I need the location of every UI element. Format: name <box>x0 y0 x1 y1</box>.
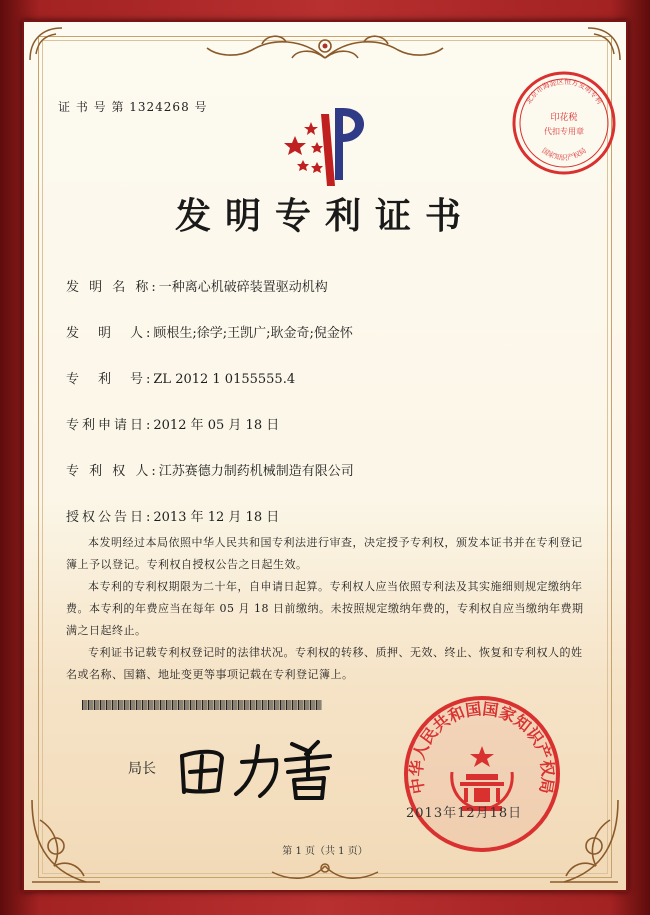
certificate-number: 证 书 号 第 1324268 号 <box>58 100 208 114</box>
field-label: 发 明 人: <box>66 326 154 341</box>
svg-text:印花税: 印花税 <box>550 113 578 123</box>
field-value: 2012 年 05 月 18 日 <box>153 418 280 433</box>
svg-text:中华人民共和国国家知识产权局: 中华人民共和国国家知识产权局 <box>406 699 558 796</box>
corner-ornament-bottom-left <box>26 790 106 888</box>
field-patent-number <box>66 368 295 387</box>
page-number: 第 1 页（共 1 页） <box>282 846 368 857</box>
field-inventors <box>66 322 353 341</box>
field-grant-date <box>66 506 279 525</box>
body-paragraph: 专利证书记载专利权登记时的法律状况。专利权的转移、质押、无效、终止、恢复和专利权人的姓名或名称、国籍、地址变更等事项记载在专利登记簿上。 <box>66 646 583 681</box>
bottom-ornament <box>262 860 388 886</box>
corner-ornament-top-left <box>26 24 66 64</box>
director-label: 局长 <box>128 761 156 777</box>
field-label: 专 利 权 人: <box>66 464 159 479</box>
field-value: 顾根生;徐学;王凯广;耿金奇;倪金怀 <box>153 326 353 341</box>
field-invention-name <box>66 276 328 295</box>
body-paragraph: 本发明经过本局依照中华人民共和国专利法进行审查，决定授予专利权，颁发本证书并在专利登记簿上予以登记。专利权自授权公告之日起生效。 <box>66 536 583 571</box>
top-ornament <box>202 28 448 68</box>
tax-seal-small <box>509 68 619 178</box>
field-value: 一种离心机破碎装置驱动机构 <box>158 280 328 295</box>
body-paragraph: 本专利的专利权期限为二十年，自申请日起算。专利权人应当依照专利法及其实施细则规定缴纳年费。本专利的年费应当在每年 05 月 18 日前缴纳。未按照规定缴纳年费的，专利权自应当缴纳年费期满之日起终止。 <box>66 580 584 637</box>
field-application-date <box>66 414 279 433</box>
svg-text:北京市海淀区恒方发明专利: 北京市海淀区恒方发明专利 <box>524 77 604 106</box>
field-label: 专利申请日: <box>66 418 154 433</box>
field-label: 专 利 号: <box>66 372 154 387</box>
director-signature <box>170 732 340 802</box>
barcode-icon <box>82 700 322 710</box>
seal-date: 2013年12月18日 <box>406 806 523 821</box>
certificate-body <box>66 532 586 686</box>
field-label: 授权公告日: <box>66 510 154 525</box>
corner-ornament-top-right <box>584 24 624 64</box>
certificate-title: 发明专利证书 <box>174 195 475 237</box>
field-patentee <box>66 460 354 479</box>
patent-office-seal <box>402 694 562 854</box>
svg-text:国家知识产权局: 国家知识产权局 <box>540 146 588 162</box>
field-value: ZL 2012 1 0155555.4 <box>153 372 296 387</box>
field-value: 2013 年 12 月 18 日 <box>153 510 280 525</box>
field-label: 发 明 名 称: <box>66 280 159 295</box>
patent-office-logo-icon <box>277 100 377 190</box>
certificate-paper <box>22 20 628 892</box>
svg-text:代扣专用章: 代扣专用章 <box>544 127 584 136</box>
field-value: 江苏赛德力制药机械制造有限公司 <box>158 464 354 479</box>
